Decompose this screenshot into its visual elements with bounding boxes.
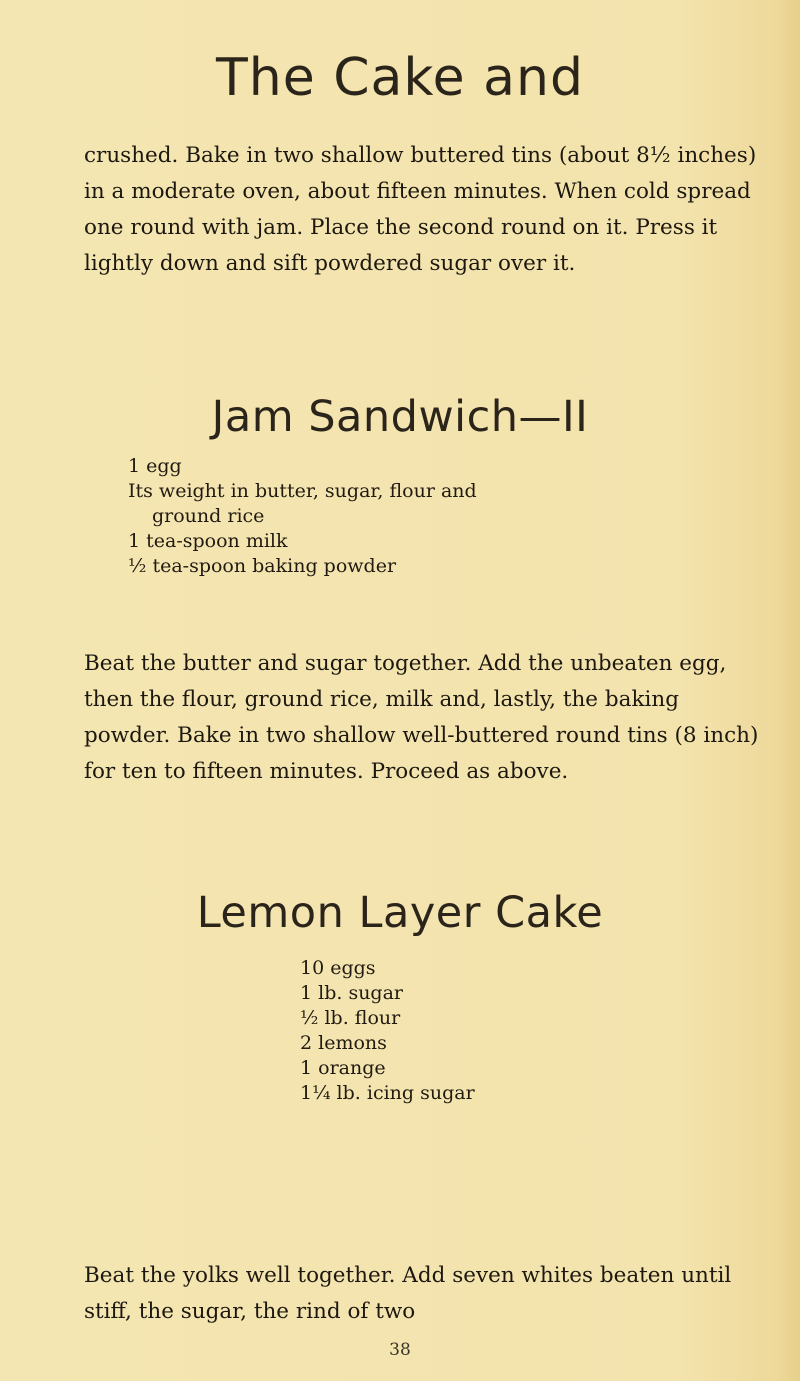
ingredient-item: ½ lb. flour <box>300 1007 401 1029</box>
ingredient-item: 1 tea-spoon milk <box>128 530 288 552</box>
method-paragraph: Beat the butter and sugar together. Add the unbeaten egg, then the flour, ground rice, milk and, lastly, the baking powder. Bake in two shallow well-buttered round tins (8 inch) for ten to fifteen minutes. Proceed as above. <box>84 651 759 784</box>
ingredient-item: 10 eggs <box>300 957 376 979</box>
ingredient-item: ground rice <box>152 505 265 527</box>
method-paragraph: Beat the yolks well together. Add seven whites beaten until stiff, the sugar, the rind of two <box>84 1263 732 1324</box>
ingredient-item: 1 lb. sugar <box>300 982 404 1004</box>
intro-paragraph: crushed. Bake in two shallow buttered tins (about 8½ inches) in a moderate oven, about fifteen minutes. When cold spread one round with jam. Place the second round on it. Press it lightly down and sift powdered sugar over it. <box>84 143 757 276</box>
page-number: 38 <box>389 1340 411 1360</box>
recipe-title: Lemon Layer Cake <box>196 888 604 938</box>
ingredient-item: ½ tea-spoon baking powder <box>128 555 397 577</box>
ingredient-item: 1 orange <box>300 1057 386 1079</box>
recipe-title: Jam Sandwich—II <box>211 392 589 442</box>
running-head: The Cake and <box>215 48 585 108</box>
ingredient-item: 1¼ lb. icing sugar <box>300 1082 475 1104</box>
ingredient-item: 1 egg <box>128 455 182 477</box>
ingredient-item: 2 lemons <box>300 1032 387 1054</box>
ingredient-list <box>128 454 477 579</box>
ingredient-list <box>300 956 475 1106</box>
ingredient-item: Its weight in butter, sugar, flour and <box>128 480 477 502</box>
